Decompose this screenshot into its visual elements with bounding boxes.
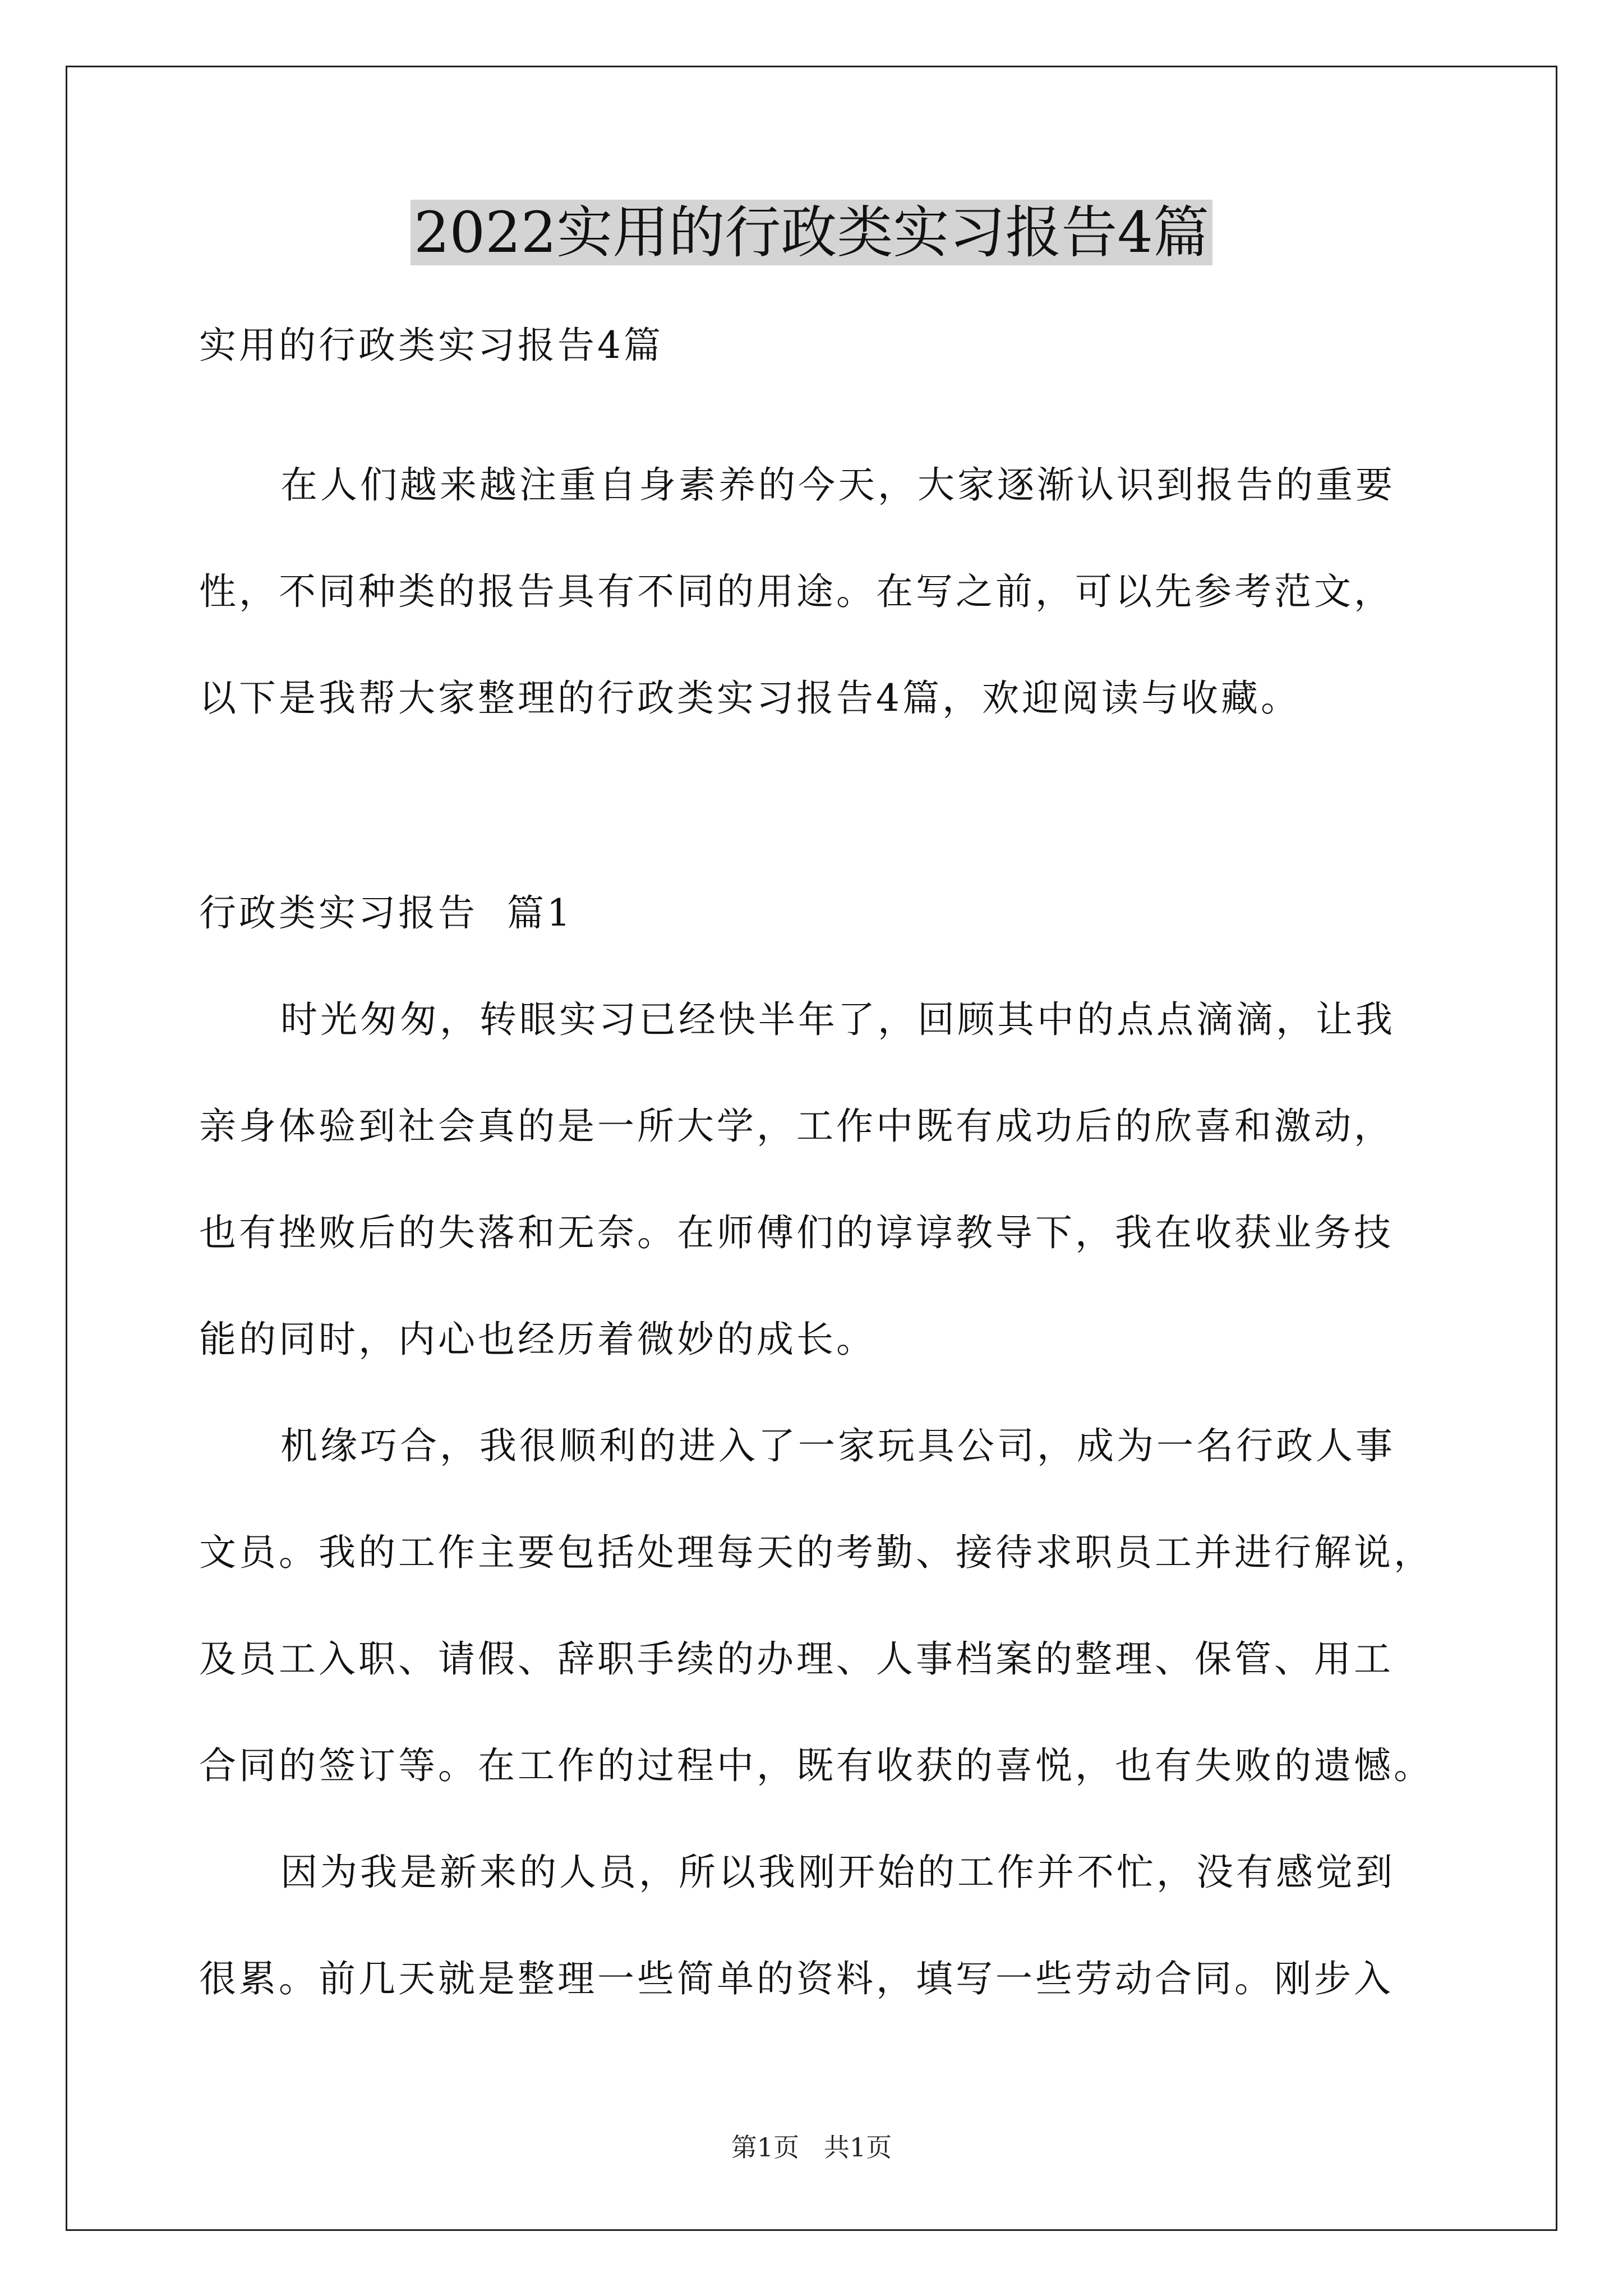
document-subtitle: 实用的行政类实习报告4篇 [199,324,663,367]
paragraph-line: 机缘巧合，我很顺利的进入了一家玩具公司，成为一名行政人事 [280,1424,1395,1467]
intro-line: 性，不同种类的报告具有不同的用途。在写之前，可以先参考范文， [199,570,1394,613]
paragraph-line: 因为我是新来的人员，所以我刚开始的工作并不忙，没有感觉到 [280,1851,1395,1894]
paragraph-line: 及员工入职、请假、辞职手续的办理、人事档案的整理、保管、用工 [199,1637,1394,1681]
section-heading: 行政类实习报告 篇1 [199,891,573,935]
paragraph-line: 文员。我的工作主要包括处理每天的考勤、接待求职员工并进行解说， [199,1531,1433,1574]
page-footer: 第1页 共1页 [731,2132,892,2162]
paragraph-line: 能的同时，内心也经历着微妙的成长。 [199,1318,876,1361]
document-title [0,194,1623,272]
document-title-text: 2022实用的行政类实习报告4篇 [411,200,1212,265]
paragraph-line: 时光匆匆，转眼实习已经快半年了，回顾其中的点点滴滴，让我 [280,998,1395,1041]
paragraph-line: 亲身体验到社会真的是一所大学，工作中既有成功后的欣喜和激动， [199,1105,1394,1148]
intro-line: 以下是我帮大家整理的行政类实习报告4篇，欢迎阅读与收藏。 [199,677,1301,720]
paragraph-line: 很累。前几天就是整理一些简单的资料，填写一些劳动合同。刚步入 [199,1957,1394,2000]
intro-line: 在人们越来越注重自身素养的今天，大家逐渐认识到报告的重要 [280,463,1395,507]
paragraph-line: 合同的签订等。在工作的过程中，既有收获的喜悦，也有失败的遗憾。 [199,1744,1433,1787]
paragraph-line: 也有挫败后的失落和无奈。在师傅们的谆谆教导下，我在收获业务技 [199,1211,1394,1254]
